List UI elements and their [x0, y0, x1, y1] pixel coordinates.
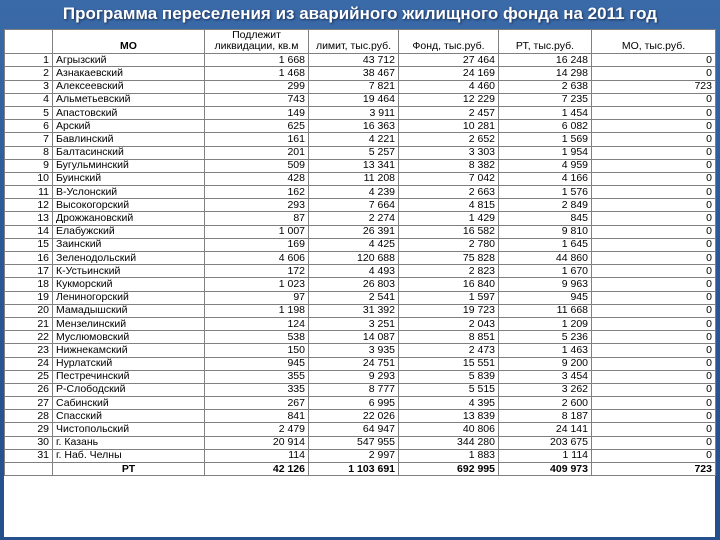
- cell-fund: 19 723: [399, 304, 499, 317]
- cell-mo-name: Апастовский: [53, 106, 205, 119]
- table-row: [5, 199, 716, 212]
- cell-area: 169: [205, 238, 309, 251]
- cell-mo-name: Нижнекамский: [53, 344, 205, 357]
- cell-index: 13: [5, 212, 53, 225]
- cell-index: 12: [5, 199, 53, 212]
- cell-mo-rub: 0: [592, 278, 716, 291]
- cell-mo-name: Заинский: [53, 238, 205, 251]
- cell-rt: 1 954: [499, 146, 592, 159]
- cell-mo-name: Арский: [53, 120, 205, 133]
- cell-limit: 4 221: [309, 133, 399, 146]
- cell-rt: 9 810: [499, 225, 592, 238]
- total-row: [5, 463, 716, 476]
- cell-rt: 3 454: [499, 370, 592, 383]
- cell-index: 26: [5, 383, 53, 396]
- cell-mo-rub: 0: [592, 291, 716, 304]
- cell-fund: 2 652: [399, 133, 499, 146]
- cell-limit: 22 026: [309, 410, 399, 423]
- cell-limit: 26 391: [309, 225, 399, 238]
- header-area-line1: Подлежит: [232, 29, 281, 42]
- cell-fund: 16 582: [399, 225, 499, 238]
- cell-area: 4 606: [205, 252, 309, 265]
- cell-mo-name: Дрожжановский: [53, 212, 205, 225]
- cell-limit: 14 087: [309, 331, 399, 344]
- cell-limit: 3 251: [309, 317, 399, 330]
- cell-rt: 1 454: [499, 106, 592, 119]
- cell-area: 299: [205, 80, 309, 93]
- cell-limit: 6 995: [309, 397, 399, 410]
- table-row: [5, 80, 716, 93]
- cell-area: 124: [205, 317, 309, 330]
- cell-limit: 4 493: [309, 265, 399, 278]
- cell-limit: 16 363: [309, 120, 399, 133]
- cell-area: 150: [205, 344, 309, 357]
- cell-mo-name: Нурлатский: [53, 357, 205, 370]
- cell-limit: 64 947: [309, 423, 399, 436]
- cell-index: 27: [5, 397, 53, 410]
- table-body: [5, 54, 716, 463]
- cell-fund: 2 043: [399, 317, 499, 330]
- cell-rt: 5 236: [499, 331, 592, 344]
- cell-fund: 8 851: [399, 331, 499, 344]
- cell-mo-name: К-Устьинский: [53, 265, 205, 278]
- cell-area: 161: [205, 133, 309, 146]
- table-row: [5, 383, 716, 396]
- cell-rt: 2 638: [499, 80, 592, 93]
- cell-mo-name: Спасский: [53, 410, 205, 423]
- cell-index: 11: [5, 186, 53, 199]
- table-row: [5, 410, 716, 423]
- table-row: [5, 370, 716, 383]
- table-row: [5, 212, 716, 225]
- cell-mo-rub: 0: [592, 449, 716, 462]
- cell-index: 30: [5, 436, 53, 449]
- cell-area: 945: [205, 357, 309, 370]
- cell-mo-rub: 0: [592, 383, 716, 396]
- table-row: [5, 172, 716, 185]
- cell-fund: 1 597: [399, 291, 499, 304]
- table-row: [5, 146, 716, 159]
- total-name: РТ: [53, 463, 205, 476]
- cell-rt: 2 600: [499, 397, 592, 410]
- cell-rt: 16 248: [499, 54, 592, 67]
- total-rt: 409 973: [499, 463, 592, 476]
- header-limit: лимит, тыс.руб.: [309, 30, 399, 54]
- cell-rt: 7 235: [499, 93, 592, 106]
- cell-limit: 4 239: [309, 186, 399, 199]
- cell-rt: 4 959: [499, 159, 592, 172]
- header-mo: МО: [53, 30, 205, 54]
- cell-mo-name: Бавлинский: [53, 133, 205, 146]
- cell-fund: 16 840: [399, 278, 499, 291]
- cell-area: 1 468: [205, 67, 309, 80]
- cell-mo-name: Лениногорский: [53, 291, 205, 304]
- cell-rt: 1 463: [499, 344, 592, 357]
- cell-fund: 10 281: [399, 120, 499, 133]
- cell-mo-rub: 0: [592, 133, 716, 146]
- cell-fund: 24 169: [399, 67, 499, 80]
- table-row: [5, 93, 716, 106]
- cell-rt: 14 298: [499, 67, 592, 80]
- cell-mo-rub: 0: [592, 357, 716, 370]
- cell-mo-rub: 0: [592, 317, 716, 330]
- cell-mo-name: Муслюмовский: [53, 331, 205, 344]
- cell-fund: 344 280: [399, 436, 499, 449]
- table-row: [5, 106, 716, 119]
- cell-rt: 1 645: [499, 238, 592, 251]
- cell-rt: 1 209: [499, 317, 592, 330]
- cell-mo-name: Азнакаевский: [53, 67, 205, 80]
- cell-mo-name: Мензелинский: [53, 317, 205, 330]
- cell-mo-name: Сабинский: [53, 397, 205, 410]
- cell-index: 3: [5, 80, 53, 93]
- total-area: 42 126: [205, 463, 309, 476]
- cell-mo-name: Буинский: [53, 172, 205, 185]
- cell-limit: 8 777: [309, 383, 399, 396]
- header-area: [205, 30, 309, 54]
- cell-mo-name: Пестречинский: [53, 370, 205, 383]
- cell-index: 10: [5, 172, 53, 185]
- cell-fund: 2 823: [399, 265, 499, 278]
- cell-fund: 13 839: [399, 410, 499, 423]
- cell-mo-rub: 0: [592, 199, 716, 212]
- cell-fund: 5 515: [399, 383, 499, 396]
- cell-mo-rub: 0: [592, 331, 716, 344]
- cell-fund: 15 551: [399, 357, 499, 370]
- header-mo-rub: МО, тыс.руб.: [592, 30, 716, 54]
- cell-rt: 3 262: [499, 383, 592, 396]
- cell-mo-rub: 0: [592, 159, 716, 172]
- table-row: [5, 120, 716, 133]
- cell-area: 841: [205, 410, 309, 423]
- cell-mo-name: Чистопольский: [53, 423, 205, 436]
- cell-index: 5: [5, 106, 53, 119]
- cell-index: 14: [5, 225, 53, 238]
- cell-mo-rub: 0: [592, 212, 716, 225]
- cell-area: 1 198: [205, 304, 309, 317]
- cell-area: 1 023: [205, 278, 309, 291]
- cell-limit: 3 911: [309, 106, 399, 119]
- cell-index: 23: [5, 344, 53, 357]
- cell-mo-rub: 0: [592, 146, 716, 159]
- cell-index: 9: [5, 159, 53, 172]
- total-index: [5, 463, 53, 476]
- cell-limit: 2 274: [309, 212, 399, 225]
- cell-mo-rub: 0: [592, 225, 716, 238]
- cell-index: 28: [5, 410, 53, 423]
- cell-area: 172: [205, 265, 309, 278]
- table-row: [5, 225, 716, 238]
- cell-index: 8: [5, 146, 53, 159]
- cell-area: 335: [205, 383, 309, 396]
- cell-mo-rub: 0: [592, 120, 716, 133]
- cell-index: 20: [5, 304, 53, 317]
- cell-mo-rub: 0: [592, 423, 716, 436]
- resettlement-table: [4, 29, 716, 476]
- header-area-line2: ликвидации, кв.м: [214, 40, 299, 53]
- cell-index: 18: [5, 278, 53, 291]
- cell-mo-name: Мамадышский: [53, 304, 205, 317]
- cell-index: 17: [5, 265, 53, 278]
- cell-rt: 44 860: [499, 252, 592, 265]
- cell-limit: 3 935: [309, 344, 399, 357]
- cell-area: 20 914: [205, 436, 309, 449]
- cell-area: 293: [205, 199, 309, 212]
- table-row: [5, 278, 716, 291]
- cell-rt: 1 114: [499, 449, 592, 462]
- cell-mo-name: Альметьевский: [53, 93, 205, 106]
- cell-area: 538: [205, 331, 309, 344]
- cell-rt: 945: [499, 291, 592, 304]
- cell-rt: 11 668: [499, 304, 592, 317]
- cell-mo-name: Р-Слободский: [53, 383, 205, 396]
- cell-fund: 2 473: [399, 344, 499, 357]
- cell-limit: 26 803: [309, 278, 399, 291]
- cell-area: 149: [205, 106, 309, 119]
- cell-limit: 2 541: [309, 291, 399, 304]
- cell-fund: 2 780: [399, 238, 499, 251]
- cell-area: 509: [205, 159, 309, 172]
- cell-index: 6: [5, 120, 53, 133]
- cell-rt: 845: [499, 212, 592, 225]
- cell-area: 1 668: [205, 54, 309, 67]
- table-row: [5, 304, 716, 317]
- table-row: [5, 291, 716, 304]
- cell-rt: 4 166: [499, 172, 592, 185]
- table-row: [5, 265, 716, 278]
- cell-limit: 7 664: [309, 199, 399, 212]
- cell-limit: 24 751: [309, 357, 399, 370]
- cell-rt: 8 187: [499, 410, 592, 423]
- cell-area: 428: [205, 172, 309, 185]
- cell-fund: 2 663: [399, 186, 499, 199]
- cell-mo-rub: 0: [592, 93, 716, 106]
- cell-limit: 19 464: [309, 93, 399, 106]
- cell-fund: 1 429: [399, 212, 499, 225]
- cell-fund: 12 229: [399, 93, 499, 106]
- cell-mo-name: Агрызский: [53, 54, 205, 67]
- cell-mo-rub: 0: [592, 54, 716, 67]
- cell-mo-rub: 0: [592, 265, 716, 278]
- cell-mo-rub: 0: [592, 186, 716, 199]
- cell-fund: 40 806: [399, 423, 499, 436]
- cell-mo-rub: 0: [592, 304, 716, 317]
- table-row: [5, 133, 716, 146]
- cell-mo-rub: 0: [592, 67, 716, 80]
- cell-fund: 3 303: [399, 146, 499, 159]
- cell-fund: 4 460: [399, 80, 499, 93]
- cell-area: 267: [205, 397, 309, 410]
- cell-index: 25: [5, 370, 53, 383]
- total-fund: 692 995: [399, 463, 499, 476]
- cell-rt: 9 963: [499, 278, 592, 291]
- cell-limit: 43 712: [309, 54, 399, 67]
- cell-index: 4: [5, 93, 53, 106]
- table-row: [5, 252, 716, 265]
- cell-index: 1: [5, 54, 53, 67]
- cell-mo-rub: 0: [592, 397, 716, 410]
- table-row: [5, 344, 716, 357]
- cell-fund: 2 457: [399, 106, 499, 119]
- cell-mo-rub: 0: [592, 172, 716, 185]
- cell-limit: 120 688: [309, 252, 399, 265]
- cell-limit: 11 208: [309, 172, 399, 185]
- total-mo: 723: [592, 463, 716, 476]
- cell-rt: 2 849: [499, 199, 592, 212]
- cell-mo-rub: 0: [592, 436, 716, 449]
- cell-area: 625: [205, 120, 309, 133]
- cell-rt: 1 569: [499, 133, 592, 146]
- cell-index: 19: [5, 291, 53, 304]
- cell-fund: 8 382: [399, 159, 499, 172]
- table-row: [5, 54, 716, 67]
- cell-area: 1 007: [205, 225, 309, 238]
- table-row: [5, 317, 716, 330]
- cell-fund: 7 042: [399, 172, 499, 185]
- cell-area: 162: [205, 186, 309, 199]
- total-limit: 1 103 691: [309, 463, 399, 476]
- cell-limit: 4 425: [309, 238, 399, 251]
- cell-rt: 24 141: [499, 423, 592, 436]
- cell-limit: 38 467: [309, 67, 399, 80]
- cell-mo-rub: 723: [592, 80, 716, 93]
- table-row: [5, 357, 716, 370]
- cell-area: 87: [205, 212, 309, 225]
- cell-index: 24: [5, 357, 53, 370]
- spreadsheet: [4, 29, 715, 537]
- cell-mo-rub: 0: [592, 410, 716, 423]
- cell-area: 114: [205, 449, 309, 462]
- cell-mo-name: Кукморский: [53, 278, 205, 291]
- table-row: [5, 186, 716, 199]
- cell-mo-rub: 0: [592, 106, 716, 119]
- cell-limit: 13 341: [309, 159, 399, 172]
- table-row: [5, 238, 716, 251]
- cell-mo-rub: 0: [592, 344, 716, 357]
- header-row: [5, 30, 716, 54]
- table-row: [5, 331, 716, 344]
- cell-area: 201: [205, 146, 309, 159]
- cell-fund: 4 815: [399, 199, 499, 212]
- cell-mo-name: Балтасинский: [53, 146, 205, 159]
- cell-limit: 547 955: [309, 436, 399, 449]
- cell-rt: 1 576: [499, 186, 592, 199]
- cell-index: 2: [5, 67, 53, 80]
- cell-limit: 7 821: [309, 80, 399, 93]
- cell-index: 15: [5, 238, 53, 251]
- cell-rt: 6 082: [499, 120, 592, 133]
- page-title: Программа переселения из аварийного жилищного фонда на 2011 год: [62, 4, 658, 23]
- cell-mo-name: Алексеевский: [53, 80, 205, 93]
- cell-fund: 4 395: [399, 397, 499, 410]
- cell-mo-rub: 0: [592, 252, 716, 265]
- cell-mo-name: г. Наб. Челны: [53, 449, 205, 462]
- header-rt: РТ, тыс.руб.: [499, 30, 592, 54]
- cell-mo-name: Зеленодольский: [53, 252, 205, 265]
- cell-mo-rub: 0: [592, 238, 716, 251]
- cell-mo-name: Елабужский: [53, 225, 205, 238]
- cell-area: 97: [205, 291, 309, 304]
- cell-fund: 75 828: [399, 252, 499, 265]
- table-row: [5, 449, 716, 462]
- cell-limit: 2 997: [309, 449, 399, 462]
- cell-index: 31: [5, 449, 53, 462]
- cell-limit: 9 293: [309, 370, 399, 383]
- table-row: [5, 159, 716, 172]
- header-index: [5, 30, 53, 54]
- cell-index: 22: [5, 331, 53, 344]
- cell-area: 2 479: [205, 423, 309, 436]
- cell-rt: 203 675: [499, 436, 592, 449]
- cell-mo-name: Высокогорский: [53, 199, 205, 212]
- cell-mo-rub: 0: [592, 370, 716, 383]
- cell-index: 21: [5, 317, 53, 330]
- cell-rt: 1 670: [499, 265, 592, 278]
- cell-mo-name: г. Казань: [53, 436, 205, 449]
- cell-fund: 1 883: [399, 449, 499, 462]
- header-fund: Фонд, тыс.руб.: [399, 30, 499, 54]
- cell-area: 743: [205, 93, 309, 106]
- cell-fund: 27 464: [399, 54, 499, 67]
- cell-mo-name: В-Услонский: [53, 186, 205, 199]
- cell-index: 16: [5, 252, 53, 265]
- cell-index: 29: [5, 423, 53, 436]
- table-row: [5, 423, 716, 436]
- table-row: [5, 397, 716, 410]
- cell-mo-name: Бугульминский: [53, 159, 205, 172]
- table-row: [5, 436, 716, 449]
- cell-rt: 9 200: [499, 357, 592, 370]
- cell-fund: 5 839: [399, 370, 499, 383]
- cell-limit: 5 257: [309, 146, 399, 159]
- cell-area: 355: [205, 370, 309, 383]
- cell-limit: 31 392: [309, 304, 399, 317]
- table-row: [5, 67, 716, 80]
- cell-index: 7: [5, 133, 53, 146]
